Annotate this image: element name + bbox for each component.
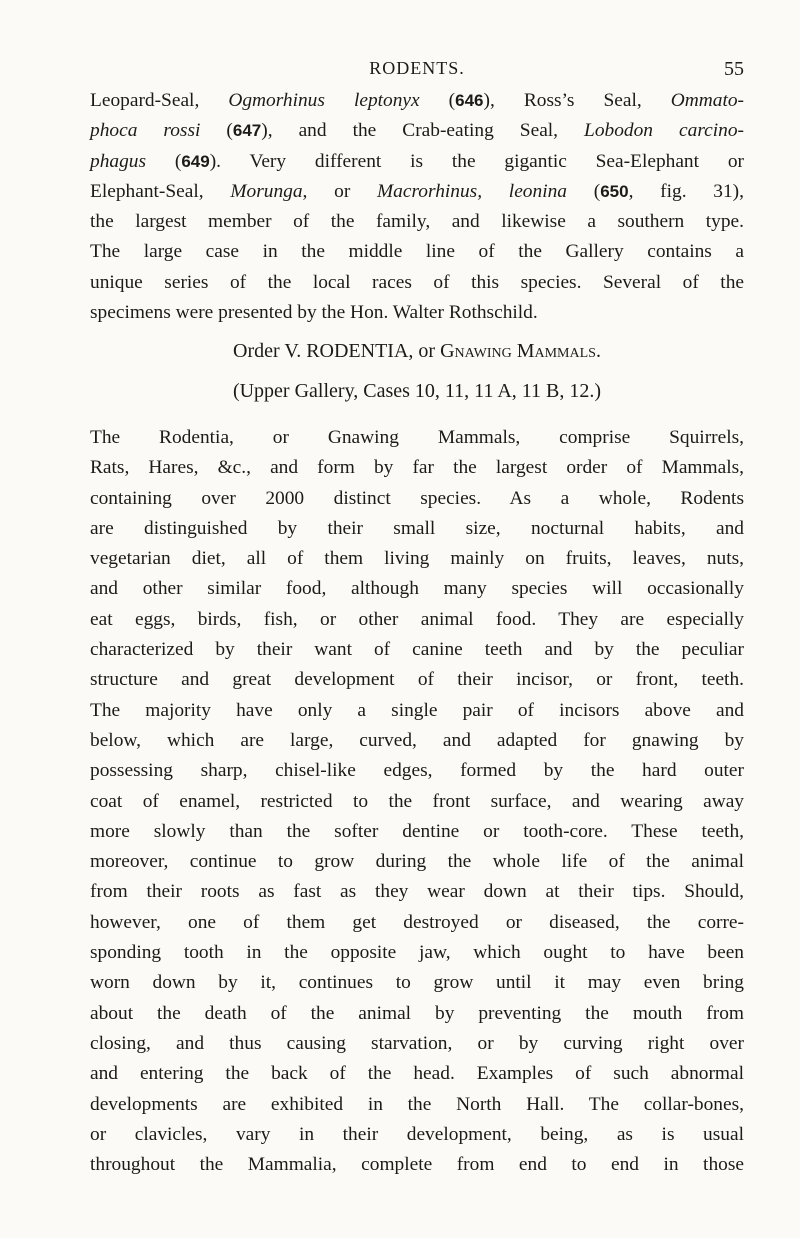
specimen-number: 646: [455, 91, 484, 110]
text-line: worn down by it, continues to grow until it may even bring: [90, 972, 744, 994]
text-line: closing, and thus causing starvation, or by curving right over: [90, 1032, 744, 1054]
text-line: and other similar food, although many species will occasionally: [90, 578, 744, 600]
paragraph-seals: [90, 86, 744, 328]
text-line: and entering the back of the head. Examples of such abnormal: [90, 1063, 744, 1085]
text-line: about the death of the animal by preventing the mouth from: [90, 1002, 744, 1024]
text-line: below, which are large, curved, and adapted for gnawing by: [90, 729, 744, 751]
running-head: [90, 58, 744, 82]
text-line: Leopard-Seal, Ogmorhinus leptonyx (646), Ross’s Seal, Ommato-: [90, 90, 745, 111]
text-line: however, one of them get destroyed or diseased, the corre-: [90, 911, 744, 933]
text-line: structure and great development of their incisor, or front, teeth.: [90, 669, 744, 691]
order-heading: Order V. RODENTIA, or Gnawing Mammals.: [233, 340, 601, 362]
running-title: RODENTS.: [369, 58, 465, 78]
text-line: phagus (649). Very different is the gigantic Sea-Elephant or: [90, 150, 744, 172]
specimen-number: 649: [181, 151, 210, 171]
text-line: from their roots as fast as they wear down at their tips. Should,: [90, 881, 744, 903]
text-line: vegetarian diet, all of them living mainly on fruits, leaves, nuts,: [90, 548, 744, 570]
text-line: characterized by their want of canine teeth and by the peculiar: [90, 639, 744, 661]
text-line: Elephant-Seal, Morunga, or Macrorhinus, leonina (650, fig. 31),: [90, 180, 744, 202]
gallery-cases-note: (Upper Gallery, Cases 10, 11, 11 A, 11 B, 12.): [232, 380, 602, 402]
text-line: Rats, Hares, &c., and form by far the largest order of Mammals,: [90, 457, 744, 479]
text-line: The Rodentia, or Gnawing Mammals, comprise Squirrels,: [90, 427, 744, 448]
text-line: more slowly than the softer dentine or tooth-core. These teeth,: [90, 820, 744, 842]
text-line: phoca rossi (647), and the Crab-eating Seal, Lobodon carcino-: [90, 120, 744, 142]
text-line: The large case in the middle line of the Gallery contains a: [90, 241, 744, 263]
text-line: developments are exhibited in the North Hall. The collar-bones,: [90, 1093, 744, 1115]
text-line: The majority have only a single pair of incisors above and: [90, 699, 744, 721]
text-line: moreover, continue to grow during the whole life of the animal: [90, 851, 744, 873]
specimen-number: 650: [600, 181, 629, 201]
text-line: throughout the Mammalia, complete from end to end in those: [90, 1154, 744, 1176]
specimen-number: 647: [232, 121, 262, 141]
text-line: coat of enamel, restricted to the front surface, and wearing away: [90, 790, 744, 812]
page-number: 55: [724, 58, 744, 80]
text-line: are distinguished by their small size, nocturnal habits, and: [90, 517, 744, 539]
paragraph-rodentia: [90, 423, 744, 1180]
text-line: eat eggs, birds, fish, or other animal food. They are especially: [90, 608, 744, 630]
text-line: the largest member of the family, and likewise a southern type.: [90, 211, 744, 233]
text-line: unique series of the local races of this species. Several of the: [90, 271, 744, 293]
text-line: containing over 2000 distinct species. As a whole, Rodents: [90, 487, 744, 509]
text-line: or clavicles, vary in their development, being, as is usual: [90, 1123, 744, 1145]
text-line: sponding tooth in the opposite jaw, which ought to have been: [90, 942, 744, 964]
text-line: possessing sharp, chisel-like edges, formed by the hard outer: [90, 760, 744, 782]
text-line: specimens were presented by the Hon. Walter Rothschild.: [90, 302, 538, 324]
